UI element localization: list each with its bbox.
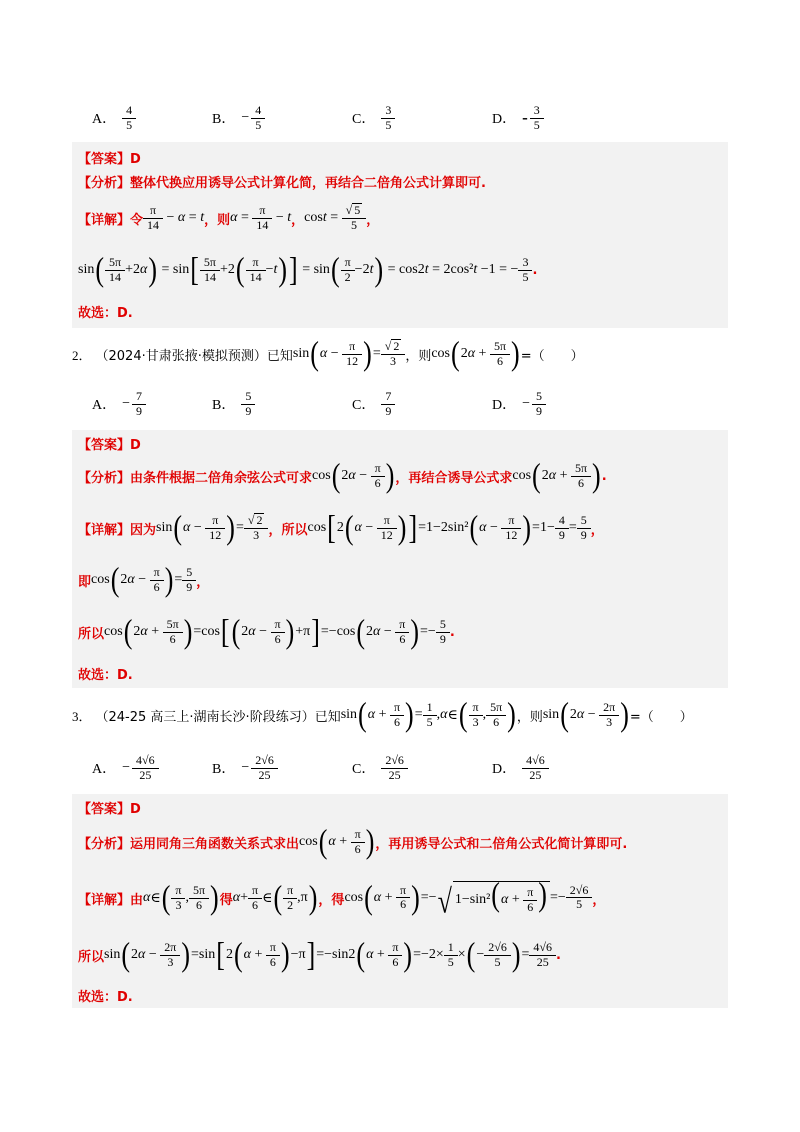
q1-answer: 【答案】D bbox=[78, 152, 141, 167]
q1-analysis: 【分析】整体代换应用诱导公式计算化简，再结合二倍角公式计算即可. bbox=[78, 176, 486, 191]
q2-option-b: B． $\frac{5}{9}$ bbox=[212, 384, 255, 424]
q3-answer: 【答案】D bbox=[78, 802, 141, 817]
q1-detail-line1: 【详解】令 $\frac{\pi}{14}$ − α = t ，则 α = $\frac{\pi}{14}$ − t ， cos t = √ 5 5 ， bbox=[78, 202, 380, 232]
q2-option-c: C． $\frac{7}{9}$ bbox=[352, 384, 395, 424]
q2-options bbox=[0, 384, 800, 424]
q1-option-d: D． - $\frac{3}{5}$ bbox=[492, 98, 544, 138]
q2-detail-line1: 【详解】因为 sin ( α − $\frac{\pi}{12}$ ) = √ 2 3 ，所以 cos [ 2 ( α − $\frac{\pi}{12}$ ) ] =1−2sin² ( α − $\frac{\pi}{12}$ ) =1− $\frac{4}{9}$ = $\frac{5}{9}$ ， bbox=[78, 508, 604, 547]
q3-stem: 3． （24-25 高三上·湖南长沙·阶段练习）已知 sin ( α + $\frac{\pi}{6}$ ) = $\frac{1}{5}$ , α ∈ ( $\frac{\pi}{3}$ , $\frac{5\pi}{6}$ ) ，则 sin ( 2 α − $\frac{2\pi}{3}$ ) =（ ） bbox=[72, 695, 693, 734]
q2-detail-line3: 所以 cos ( 2 α + $\frac{5\pi}{6}$ ) =cos [ ( 2 α − $\frac{\pi}{6}$ ) +π ] =−cos ( 2 α − $\frac{\pi}{6}$ ) =− $\frac{5}{9}$ . bbox=[78, 612, 455, 651]
q2-analysis: 【分析】由条件根据二倍角余弦公式可求 cos ( 2 α − $\frac{\pi}{6}$ ) ，再结合诱导公式求 cos ( 2 α + $\frac{5\pi}{6}$ ) . bbox=[78, 456, 607, 495]
q3-options bbox=[0, 748, 800, 788]
q2-option-d: D． − $\frac{5}{9}$ bbox=[492, 384, 546, 424]
q3-option-c: C． $\frac{2√6}{25}$ bbox=[352, 748, 408, 788]
q3-option-a: A． − $\frac{4√6}{25}$ bbox=[92, 748, 159, 788]
q3-option-d: D． $\frac{4√6}{25}$ bbox=[492, 748, 549, 788]
q3-conclusion: 故选：D. bbox=[78, 990, 133, 1005]
q1-conclusion: 故选：D. bbox=[78, 306, 133, 321]
q2-solution-box bbox=[72, 430, 728, 688]
q2-detail-line2: 即 cos ( 2 α − $\frac{\pi}{6}$ ) = $\frac{5}{9}$ ， bbox=[78, 560, 210, 599]
q2-conclusion: 故选：D. bbox=[78, 668, 133, 683]
q3-solution-box bbox=[72, 794, 728, 1008]
q3-detail-line2: 所以 sin ( 2 α − $\frac{2\pi}{3}$ ) =sin [ 2 ( α + $\frac{\pi}{6}$ ) −π ] =−sin2 ( α + $\frac{\pi}{6}$ ) =−2× $\frac{1}{5}$ × ( − $\frac{2√6}{5}$ ) = $\frac{4√6}{25}$ . bbox=[78, 935, 561, 974]
q1-options bbox=[0, 98, 800, 138]
q2-stem: 2． （2024·甘肃张掖·模拟预测）已知 sin ( α − $\frac{\pi}{12}$ ) = √ 2 3 ，则 cos ( 2 α + $\frac{5\pi}{6}$ ) =（ ） bbox=[72, 334, 584, 373]
q2-answer: 【答案】D bbox=[78, 438, 141, 453]
q3-detail-line1: 【详解】由 α ∈ ( $\frac{\pi}{3}$ , $\frac{5\pi}{6}$ ) 得 α + $\frac{\pi}{6}$ ∈ ( $\frac{\pi}{2}$ ,π ) ，得 cos ( α + $\frac{\pi}{6}$ ) =− √ 1−sin²(α + $\frac{\pi}{6}$ ) =− $\frac{2√6}{5}$ ， bbox=[78, 875, 606, 920]
q3-analysis: 【分析】运用同角三角函数关系式求出 cos ( α + $\frac{\pi}{6}$ ) ，再用诱导公式和二倍角公式化简计算即可. bbox=[78, 822, 628, 861]
q1-solution-box bbox=[72, 142, 728, 328]
q2-option-a: A． − $\frac{7}{9}$ bbox=[92, 384, 146, 424]
q1-option-a: A． $\frac{4}{5}$ bbox=[92, 98, 136, 138]
q1-option-b: B． − $\frac{4}{5}$ bbox=[212, 98, 265, 138]
q3-option-b: B． − $\frac{2√6}{25}$ bbox=[212, 748, 278, 788]
q1-detail-line2: sin ( $\frac{5\pi}{14}$ +2 α ) = sin [ $\frac{5\pi}{14}$ +2 ( $\frac{\pi}{14}$ − t ) ] = sin ( $\frac{\pi}{2}$ −2 t ) = cos2 t = 2cos² t −1 = − $\frac{3}{5}$ . bbox=[78, 250, 538, 289]
q1-option-c: C． $\frac{3}{5}$ bbox=[352, 98, 395, 138]
